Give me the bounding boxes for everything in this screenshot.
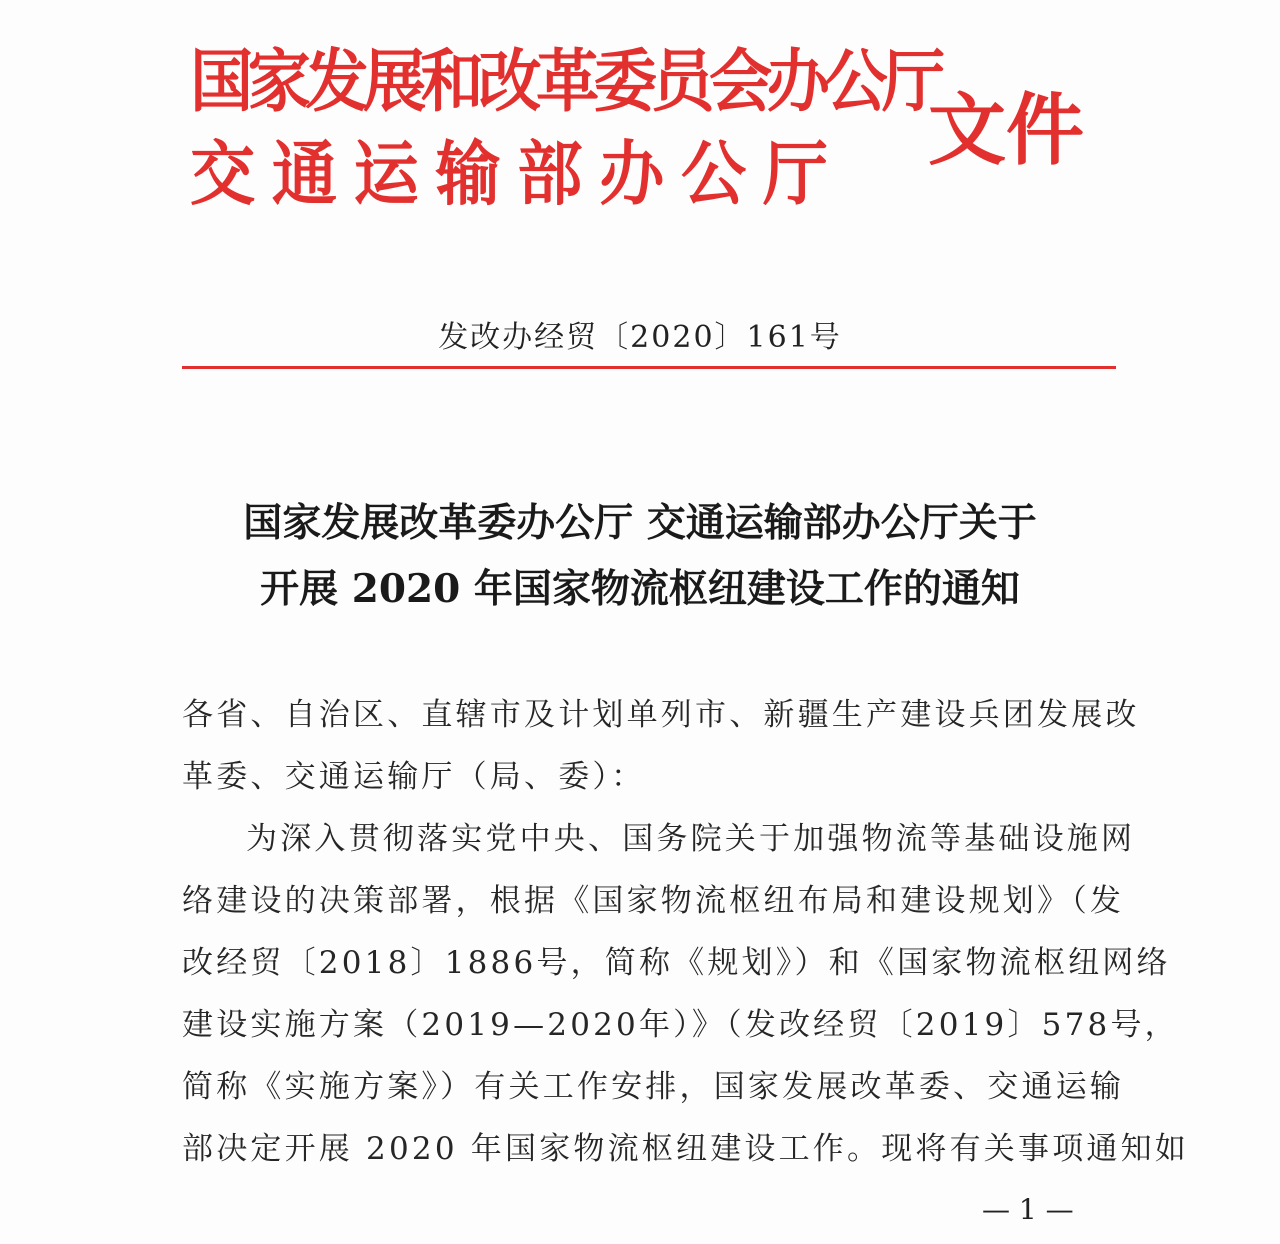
body-line: 络建设的决策部署，根据《国家物流枢纽布局和建设规划》（发 [182,883,1125,919]
document-header [190,22,1090,215]
document-body [182,684,1189,1180]
body-line: 各省、自治区、直辖市及计划单列市、新疆生产建设兵团发展改 [182,697,1140,733]
body-line: 部决定开展 2020 年国家物流枢纽建设工作。现将有关事项通知如 [182,1131,1189,1167]
title-line-2: 开展 2020 年国家物流枢纽建设工作的通知 [260,566,1020,612]
body-line: 简称《实施方案》）有关工作安排，国家发展改革委、交通运输 [182,1069,1125,1105]
title-line-1: 国家发展改革委办公厅 交通运输部办公厅关于 [243,500,1037,546]
issuer-line-1: 国家发展和改革委员会办公厅 [190,42,940,122]
issuer-line-2: 交通运输部办公厅 [190,132,845,215]
document-type-label: 文件 [928,85,1085,176]
body-line: 建设实施方案（2019—2020年）》（发改经贸〔2019〕578号， [182,1007,1179,1043]
document-title [0,490,1280,622]
red-divider-line [182,366,1116,369]
body-line: 为深入贯彻落实党中央、国务院关于加强物流等基础设施网 [246,821,1136,857]
body-line: 革委、交通运输厅（局、委）： [182,759,646,795]
document-number: 发改办经贸〔2020〕161号 [438,320,842,355]
body-line: 改经贸〔2018〕1886号，简称《规划》）和《国家物流枢纽网络 [182,945,1171,981]
page-number: — 1 — [982,1193,1074,1226]
